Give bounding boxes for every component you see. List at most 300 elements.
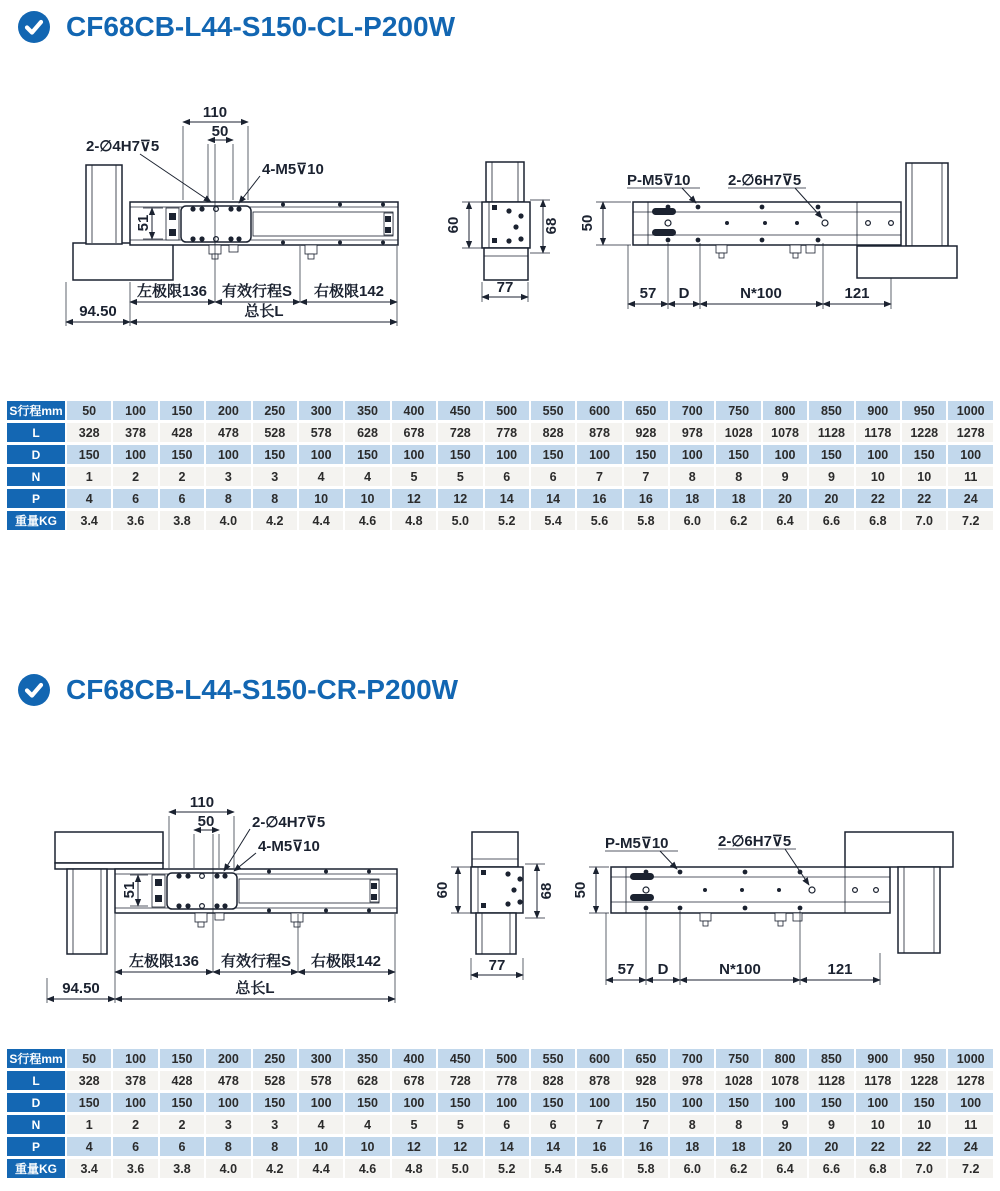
table-cell: 200: [206, 1049, 250, 1068]
table-cell: 5: [392, 1115, 436, 1134]
table-cell: 728: [438, 423, 482, 442]
table-cell: 100: [206, 445, 250, 464]
hole6-callout: 2-∅6H7⊽5: [718, 833, 792, 850]
table-cell: 500: [485, 401, 529, 420]
table-cell: 1: [67, 467, 111, 486]
table-cell: 22: [856, 489, 900, 508]
table-cell: 728: [438, 1071, 482, 1090]
table-cell: 900: [856, 1049, 900, 1068]
table-cell: 12: [438, 1137, 482, 1156]
dim-51: 51: [121, 881, 138, 899]
table-cell: 150: [902, 1093, 946, 1112]
table-cell: 378: [113, 1071, 157, 1090]
table-cell: 100: [113, 1093, 157, 1112]
table-cell: 5.8: [624, 1159, 668, 1178]
table-cell: 3: [253, 467, 297, 486]
table-cell: 4.8: [392, 1159, 436, 1178]
dim-60: 60: [445, 216, 462, 234]
table-cell: 14: [531, 1137, 575, 1156]
table-cell: 6.0: [670, 511, 714, 530]
table-cell: 7: [624, 467, 668, 486]
table-cell: 5: [392, 467, 436, 486]
table-cell: 400: [392, 401, 436, 420]
side-view: [73, 165, 398, 280]
table-cell: 150: [160, 1049, 204, 1068]
table-cell: 2: [113, 1115, 157, 1134]
table-cell: 22: [902, 489, 946, 508]
table-cell: 750: [716, 1049, 760, 1068]
table-cell: 4.2: [253, 511, 297, 530]
table-cell: 150: [531, 1093, 575, 1112]
table-cell: 8: [253, 1137, 297, 1156]
table-cell: 800: [763, 401, 807, 420]
table-cell: 50: [67, 1049, 111, 1068]
table-cell: 5.4: [531, 1159, 575, 1178]
table-cell: 250: [253, 1049, 297, 1068]
table-cell: 4: [299, 1115, 343, 1134]
table-cell: 11: [948, 467, 993, 486]
table-cell: 400: [392, 1049, 436, 1068]
table-cell: 10: [299, 489, 343, 508]
table-cell: 100: [206, 1093, 250, 1112]
table-cell: 6: [113, 1137, 157, 1156]
table-cell: 100: [670, 1093, 714, 1112]
table-cell: 20: [809, 1137, 853, 1156]
table-row: [7, 1093, 993, 1112]
table-cell: 7: [624, 1115, 668, 1134]
table-cell: 950: [902, 401, 946, 420]
table-cell: 2: [160, 467, 204, 486]
table-cell: 8: [206, 489, 250, 508]
dim-77: 77: [488, 957, 506, 974]
table-cell: 1: [67, 1115, 111, 1134]
table-cell: 450: [438, 1049, 482, 1068]
table-cell: 750: [716, 401, 760, 420]
technical-drawing-cl: [0, 90, 1000, 340]
screw-callout: 4-M5⊽10: [258, 838, 320, 855]
table-row: [7, 1115, 993, 1134]
table-cell: 24: [948, 489, 993, 508]
table-cell: 150: [809, 1093, 853, 1112]
table-cell: 150: [160, 401, 204, 420]
table-cell: 478: [206, 423, 250, 442]
dim-68: 68: [538, 882, 555, 900]
table-cell: 1178: [856, 423, 900, 442]
table-cell: 150: [902, 445, 946, 464]
table-cell: 3.6: [113, 1159, 157, 1178]
table-cell: 6: [160, 489, 204, 508]
table-cell: 1078: [763, 1071, 807, 1090]
dim-d: D: [657, 961, 669, 978]
row-header: D: [7, 445, 65, 464]
dim-57: 57: [617, 961, 635, 978]
section-header: [18, 673, 1000, 707]
total-length-label: 总长L: [235, 980, 275, 997]
product-section-cr: [0, 673, 1000, 1181]
table-cell: 100: [763, 1093, 807, 1112]
table-row: [7, 511, 993, 530]
table-cell: 4.0: [206, 1159, 250, 1178]
table-cell: 100: [948, 445, 993, 464]
table-cell: 4: [345, 1115, 389, 1134]
table-cell: 528: [253, 1071, 297, 1090]
table-cell: 16: [577, 1137, 621, 1156]
hole-callout: 2-∅4H7⊽5: [252, 814, 326, 831]
side-view: [55, 832, 397, 954]
hole6-callout: 2-∅6H7⊽5: [728, 172, 802, 189]
dim-77: 77: [496, 279, 514, 296]
datasheet-page: [0, 10, 1000, 1181]
table-cell: 10: [856, 1115, 900, 1134]
table-cell: 150: [67, 445, 111, 464]
dim-110: 110: [202, 104, 228, 121]
table-cell: 3.8: [160, 1159, 204, 1178]
table-cell: 5.6: [577, 1159, 621, 1178]
table-cell: 16: [624, 1137, 668, 1156]
table-cell: 16: [624, 489, 668, 508]
table-cell: 150: [160, 445, 204, 464]
table-cell: 20: [763, 1137, 807, 1156]
table-cell: 6: [485, 1115, 529, 1134]
table-cell: 300: [299, 401, 343, 420]
table-cell: 428: [160, 1071, 204, 1090]
table-cell: 7.2: [948, 1159, 993, 1178]
table-cell: 150: [253, 1093, 297, 1112]
table-cell: 1228: [902, 1071, 946, 1090]
table-cell: 578: [299, 1071, 343, 1090]
stroke-label: 有效行程S: [221, 283, 293, 300]
table-cell: 10: [902, 1115, 946, 1134]
table-cell: 350: [345, 401, 389, 420]
table-cell: 700: [670, 401, 714, 420]
table-cell: 500: [485, 1049, 529, 1068]
table-cell: 778: [485, 1071, 529, 1090]
table-row: [7, 1137, 993, 1156]
dim-9450: 94.50: [79, 303, 117, 320]
table-cell: 12: [392, 1137, 436, 1156]
table-cell: 4: [299, 467, 343, 486]
table-cell: 928: [624, 1071, 668, 1090]
table-row: [7, 401, 993, 420]
product-title: CF68CB-L44-S150-CR-P200W: [66, 674, 459, 705]
table-cell: 1178: [856, 1071, 900, 1090]
table-cell: 678: [392, 1071, 436, 1090]
table-cell: 7: [577, 467, 621, 486]
table-cell: 850: [809, 401, 853, 420]
dim-60: 60: [434, 881, 451, 899]
table-cell: 328: [67, 423, 111, 442]
dim-68: 68: [543, 217, 560, 235]
row-header: S行程mm: [7, 1049, 65, 1068]
table-cell: 5.4: [531, 511, 575, 530]
table-cell: 150: [160, 1093, 204, 1112]
table-cell: 8: [253, 489, 297, 508]
dim-9450: 94.50: [62, 980, 100, 997]
stroke-label: 有效行程S: [220, 953, 292, 970]
table-cell: 20: [809, 489, 853, 508]
table-cell: 350: [345, 1049, 389, 1068]
table-cell: 5.2: [485, 1159, 529, 1178]
table-cell: 600: [577, 1049, 621, 1068]
table-cell: 9: [809, 1115, 853, 1134]
table-cell: 100: [392, 1093, 436, 1112]
table-cell: 4.6: [345, 1159, 389, 1178]
table-cell: 9: [763, 1115, 807, 1134]
table-cell: 8: [206, 1137, 250, 1156]
table-cell: 150: [531, 445, 575, 464]
table-row: [7, 423, 993, 442]
table-cell: 950: [902, 1049, 946, 1068]
table-cell: 14: [531, 489, 575, 508]
end-view: [434, 832, 555, 980]
table-cell: 550: [531, 1049, 575, 1068]
check-icon: [18, 11, 50, 43]
table-cell: 150: [624, 445, 668, 464]
table-cell: 12: [392, 489, 436, 508]
table-cell: 4.2: [253, 1159, 297, 1178]
table-cell: 10: [902, 467, 946, 486]
table-cell: 3.6: [113, 511, 157, 530]
table-cell: 4.8: [392, 511, 436, 530]
table-cell: 428: [160, 423, 204, 442]
table-cell: 14: [485, 489, 529, 508]
dim-50: 50: [211, 123, 229, 140]
table-cell: 528: [253, 423, 297, 442]
dim-d: D: [678, 285, 690, 302]
table-cell: 1000: [948, 1049, 993, 1068]
row-header: N: [7, 1115, 65, 1134]
table-cell: 6: [485, 467, 529, 486]
table-cell: 650: [624, 401, 668, 420]
table-cell: 150: [345, 1093, 389, 1112]
end-view: [445, 162, 560, 302]
table-cell: 100: [577, 1093, 621, 1112]
table-cell: 5: [438, 467, 482, 486]
table-cell: 3.4: [67, 511, 111, 530]
dim-n100: N*100: [740, 285, 782, 302]
table-cell: 9: [763, 467, 807, 486]
table-cell: 50: [67, 401, 111, 420]
table-cell: 200: [206, 401, 250, 420]
table-cell: 150: [438, 445, 482, 464]
table-row: [7, 1071, 993, 1090]
table-cell: 6: [531, 467, 575, 486]
table-cell: 100: [113, 445, 157, 464]
row-header: N: [7, 467, 65, 486]
table-cell: 678: [392, 423, 436, 442]
table-cell: 100: [299, 1093, 343, 1112]
check-icon: [18, 674, 50, 706]
table-cell: 5.8: [624, 511, 668, 530]
table-cell: 8: [670, 1115, 714, 1134]
table-cell: 100: [577, 445, 621, 464]
spec-table-cr: [5, 1046, 995, 1181]
table-row: [7, 489, 993, 508]
dim-50-top: 50: [579, 214, 596, 232]
table-cell: 1278: [948, 423, 993, 442]
row-header: D: [7, 1093, 65, 1112]
table-cell: 7.2: [948, 511, 993, 530]
p-screw-callout: P-M5⊽10: [605, 835, 669, 852]
table-cell: 4: [345, 467, 389, 486]
table-row: [7, 1159, 993, 1178]
table-cell: 1028: [716, 423, 760, 442]
table-cell: 6.2: [716, 511, 760, 530]
table-cell: 10: [345, 1137, 389, 1156]
table-cell: 10: [299, 1137, 343, 1156]
table-cell: 11: [948, 1115, 993, 1134]
technical-drawing-cr: [0, 780, 1000, 1025]
table-cell: 6.4: [763, 511, 807, 530]
table-cell: 5.0: [438, 1159, 482, 1178]
table-row: [7, 467, 993, 486]
table-cell: 18: [716, 489, 760, 508]
table-cell: 550: [531, 401, 575, 420]
table-cell: 828: [531, 1071, 575, 1090]
row-header: P: [7, 489, 65, 508]
table-cell: 18: [670, 1137, 714, 1156]
total-length-label: 总长L: [244, 303, 284, 320]
table-cell: 928: [624, 423, 668, 442]
table-cell: 150: [716, 1093, 760, 1112]
right-limit-label: 右极限142: [313, 283, 385, 300]
dim-121: 121: [827, 961, 853, 978]
dim-n100: N*100: [719, 961, 761, 978]
table-cell: 100: [763, 445, 807, 464]
table-cell: 700: [670, 1049, 714, 1068]
row-header: L: [7, 423, 65, 442]
table-cell: 150: [624, 1093, 668, 1112]
table-cell: 24: [948, 1137, 993, 1156]
table-cell: 4: [67, 1137, 111, 1156]
table-cell: 300: [299, 1049, 343, 1068]
table-cell: 7.0: [902, 511, 946, 530]
table-cell: 850: [809, 1049, 853, 1068]
table-cell: 578: [299, 423, 343, 442]
row-header: 重量KG: [7, 1159, 65, 1178]
table-cell: 8: [670, 467, 714, 486]
table-cell: 18: [670, 489, 714, 508]
table-cell: 100: [948, 1093, 993, 1112]
table-cell: 150: [809, 445, 853, 464]
table-cell: 1000: [948, 401, 993, 420]
table-cell: 6: [160, 1137, 204, 1156]
table-cell: 150: [438, 1093, 482, 1112]
table-cell: 22: [856, 1137, 900, 1156]
table-cell: 650: [624, 1049, 668, 1068]
table-cell: 6.6: [809, 511, 853, 530]
table-cell: 378: [113, 423, 157, 442]
table-cell: 328: [67, 1071, 111, 1090]
table-cell: 1128: [809, 1071, 853, 1090]
table-cell: 628: [345, 1071, 389, 1090]
table-cell: 2: [160, 1115, 204, 1134]
table-cell: 978: [670, 1071, 714, 1090]
table-cell: 4.0: [206, 511, 250, 530]
left-limit-label: 左极限136: [136, 283, 208, 300]
product-title: CF68CB-L44-S150-CL-P200W: [66, 11, 455, 42]
table-cell: 3.4: [67, 1159, 111, 1178]
table-cell: 250: [253, 401, 297, 420]
dim-51: 51: [135, 214, 152, 232]
table-cell: 8: [716, 467, 760, 486]
row-header: P: [7, 1137, 65, 1156]
hole-callout: 2-∅4H7⊽5: [86, 138, 160, 155]
table-cell: 4.6: [345, 511, 389, 530]
table-cell: 3.8: [160, 511, 204, 530]
p-screw-callout: P-M5⊽10: [627, 172, 691, 189]
table-cell: 100: [856, 1093, 900, 1112]
table-cell: 450: [438, 401, 482, 420]
table-cell: 778: [485, 423, 529, 442]
table-cell: 4.4: [299, 1159, 343, 1178]
table-cell: 1128: [809, 423, 853, 442]
table-cell: 100: [485, 445, 529, 464]
dim-50: 50: [197, 813, 215, 830]
table-cell: 878: [577, 423, 621, 442]
table-cell: 628: [345, 423, 389, 442]
table-cell: 10: [345, 489, 389, 508]
table-cell: 100: [299, 445, 343, 464]
table-cell: 6.8: [856, 1159, 900, 1178]
table-cell: 16: [577, 489, 621, 508]
table-cell: 4: [67, 489, 111, 508]
table-cell: 800: [763, 1049, 807, 1068]
product-section-cl: [0, 10, 1000, 533]
table-cell: 100: [670, 445, 714, 464]
table-cell: 7.0: [902, 1159, 946, 1178]
table-cell: 9: [809, 467, 853, 486]
table-cell: 5.0: [438, 511, 482, 530]
table-cell: 5: [438, 1115, 482, 1134]
table-cell: 6.0: [670, 1159, 714, 1178]
table-cell: 100: [392, 445, 436, 464]
table-cell: 478: [206, 1071, 250, 1090]
table-cell: 22: [902, 1137, 946, 1156]
section-header: [18, 10, 1000, 44]
table-cell: 7: [577, 1115, 621, 1134]
table-cell: 100: [856, 445, 900, 464]
table-cell: 3: [206, 467, 250, 486]
table-cell: 3: [206, 1115, 250, 1134]
row-header: S行程mm: [7, 401, 65, 420]
table-cell: 600: [577, 401, 621, 420]
table-cell: 6.6: [809, 1159, 853, 1178]
table-cell: 1278: [948, 1071, 993, 1090]
table-cell: 2: [113, 467, 157, 486]
table-cell: 10: [856, 467, 900, 486]
table-cell: 1028: [716, 1071, 760, 1090]
table-cell: 6: [531, 1115, 575, 1134]
table-cell: 6.4: [763, 1159, 807, 1178]
left-limit-label: 左极限136: [128, 953, 200, 970]
dim-121: 121: [844, 285, 870, 302]
dim-57: 57: [639, 285, 657, 302]
table-cell: 150: [716, 445, 760, 464]
table-cell: 5.6: [577, 511, 621, 530]
table-row: [7, 1049, 993, 1068]
table-cell: 4.4: [299, 511, 343, 530]
table-cell: 1228: [902, 423, 946, 442]
table-cell: 100: [113, 401, 157, 420]
table-cell: 100: [113, 1049, 157, 1068]
spec-table-cl: [5, 398, 995, 533]
dim-110: 110: [189, 794, 215, 811]
table-cell: 900: [856, 401, 900, 420]
table-cell: 3: [253, 1115, 297, 1134]
row-header: L: [7, 1071, 65, 1090]
table-cell: 6.8: [856, 511, 900, 530]
